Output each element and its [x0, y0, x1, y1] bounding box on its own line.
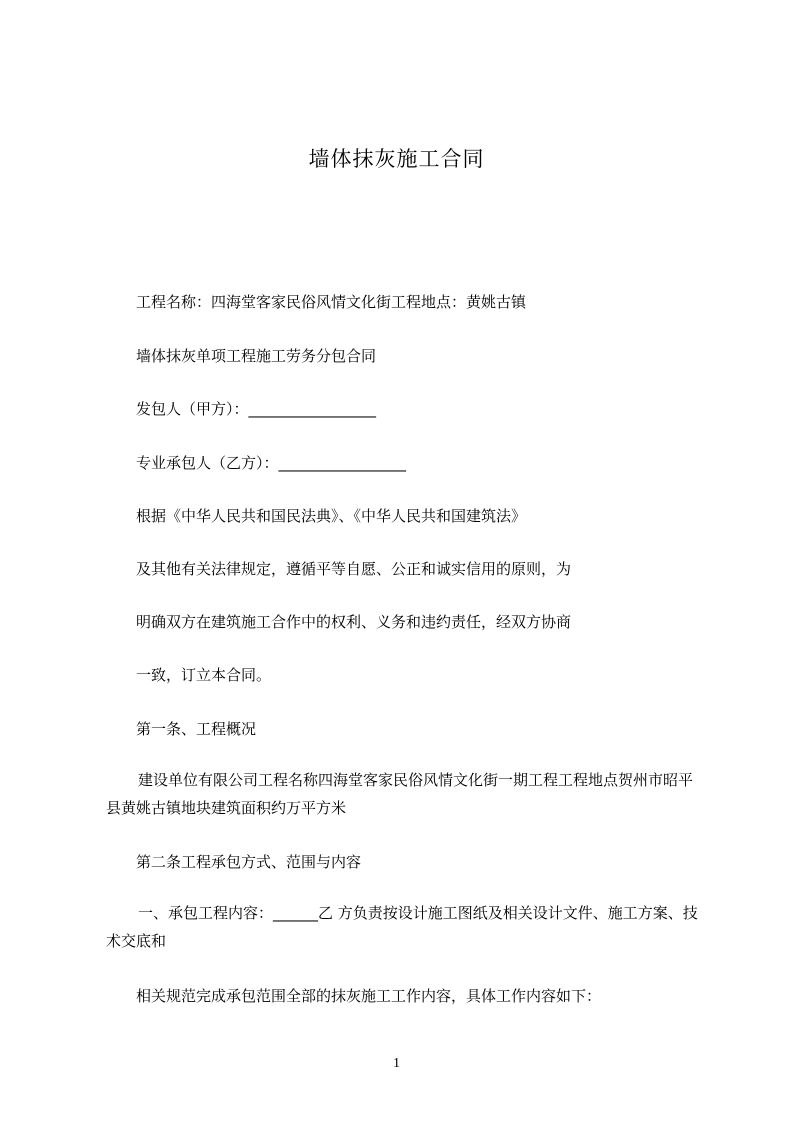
project-overview-paragraph: 建设单位有限公司工程名称四海堂客家民俗风情文化街一期工程工程地点贺州市昭平县黄姚古镇地块建筑面积约万平方米 [106, 771, 694, 817]
section-two-heading: 第二条工程承包方式、范围与内容 [136, 853, 362, 871]
scope-paragraph: 一、承包工程内容：______乙 方负责按设计施工图纸及相关设计文件、施工方案、技术交底和 [106, 904, 698, 950]
legal-basis-line-4: 一致，订立本合同。 [136, 666, 272, 684]
project-name-line: 工程名称：四海堂客家民俗风情文化街工程地点：黄姚古镇 [136, 293, 527, 311]
document-title: 墙体抹灰施工合同 [308, 147, 485, 171]
party-a-line: 发包人（甲方）：_________________ [136, 400, 377, 418]
legal-basis-line-1: 根据《中华人民共和国民法典》、《中华人民共和国建筑法》 [136, 507, 527, 525]
page-number: 1 [393, 1056, 400, 1071]
scope-tail-line: 相关规范完成承包范围全部的抹灰施工工作内容，具体工作内容如下： [136, 987, 602, 1005]
legal-basis-line-2: 及其他有关法律规定，遵循平等自愿、公正和诚实信用的原则，为 [136, 560, 572, 578]
party-b-line: 专业承包人（乙方）：_________________ [136, 454, 407, 472]
section-one-heading: 第一条、工程概况 [136, 720, 257, 738]
legal-basis-line-3: 明确双方在建筑施工合作中的权利、义务和违约责任，经双方协商 [136, 613, 572, 631]
contract-type-line: 墙体抹灰单项工程施工劳务分包合同 [136, 347, 377, 365]
